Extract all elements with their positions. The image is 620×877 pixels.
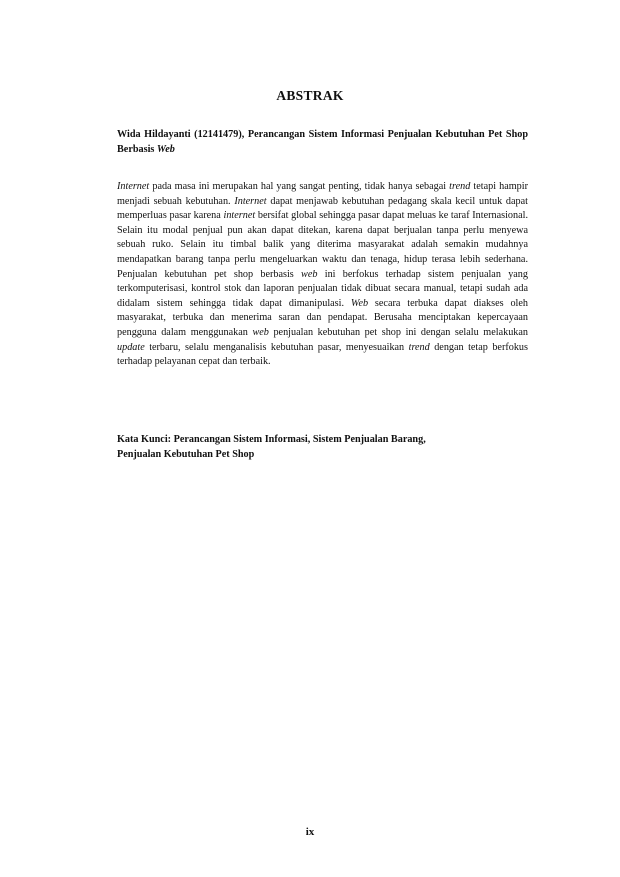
abstract-heading [117, 128, 528, 157]
abstract-italic-term: trend [408, 341, 430, 353]
abstract-text-run: terbaru, selalu menganalisis kebutuhan pasar, menyesuaikan [144, 341, 409, 353]
abstract-text-run: dengan tetap berfokus terhadap pelayanan cepat dan terbaik. [117, 341, 528, 368]
author-name: Wida Hildayanti (12141479), [117, 129, 245, 140]
abstract-italic-term: web [301, 268, 318, 280]
abstract-italic-term: trend [449, 181, 471, 192]
abstract-italic-term: web [252, 326, 269, 338]
abstract-text-run: tetapi hampir menjadi sebuah kebutuhan. [117, 181, 528, 207]
abstract-body [117, 180, 528, 370]
keywords-line-1: Kata Kunci: Perancangan Sistem Informasi, Sistem Penjualan Barang, [117, 434, 426, 445]
abstract-text-run: pada masa ini merupakan hal yang sangat penting, tidak hanya sebagai [149, 181, 450, 192]
abstract-text-run: bersifat global sehingga pasar dapat meluas ke taraf Internasional. Selain itu modal penjual pun akan dapat ditekan, karena dapat berjualan tanpa perlu menyewa sebuah ruko. Selain itu timbal balik yang diterima masyarakat adalah semakin mudahnya mendapatkan barang tanpa perlu mengeluarkan waktu dan tenaga, hidup terasa lebih sederhana. Penjualan kebutuhan pet shop berbasis [117, 210, 529, 280]
abstract-italic-term: Internet [117, 181, 150, 192]
abstract-text-run: dapat menjawab kebutuhan pedagang skala kecil untuk dapat memperluas pasar karena [117, 195, 528, 222]
abstract-text-run: ini berfokus terhadap sistem penjualan yang terkomputerisasi, kontrol stok dan laporan penjualan tidak dibuat secara manual, tetapi sudah ada didalam sistem sehingga tidak dapat dimanipulasi. [117, 268, 528, 309]
page-number: ix [305, 826, 315, 838]
thesis-title-italic: Web [156, 143, 175, 155]
abstract-italic-term: Internet [234, 195, 267, 207]
abstract-italic-term: update [117, 341, 145, 353]
abstract-text-run: secara terbuka dapat diakses oleh masyarakat, terbuka dan menerima saran dan pendapat. Berusaha menciptakan kepercayaan pengguna dalam menggunakan [117, 297, 528, 338]
thesis-title: Perancangan Sistem Informasi Penjualan Kebutuhan Pet Shop Berbasis [117, 129, 528, 155]
keywords [117, 433, 528, 462]
page-title: ABSTRAK [276, 88, 344, 103]
keywords-line-2: Penjualan Kebutuhan Pet Shop [117, 448, 255, 460]
abstract-italic-term: Web [350, 297, 369, 309]
abstract-italic-term: internet [223, 210, 256, 222]
abstract-text-run: penjualan kebutuhan pet shop ini dengan selalu melakukan [268, 326, 528, 338]
